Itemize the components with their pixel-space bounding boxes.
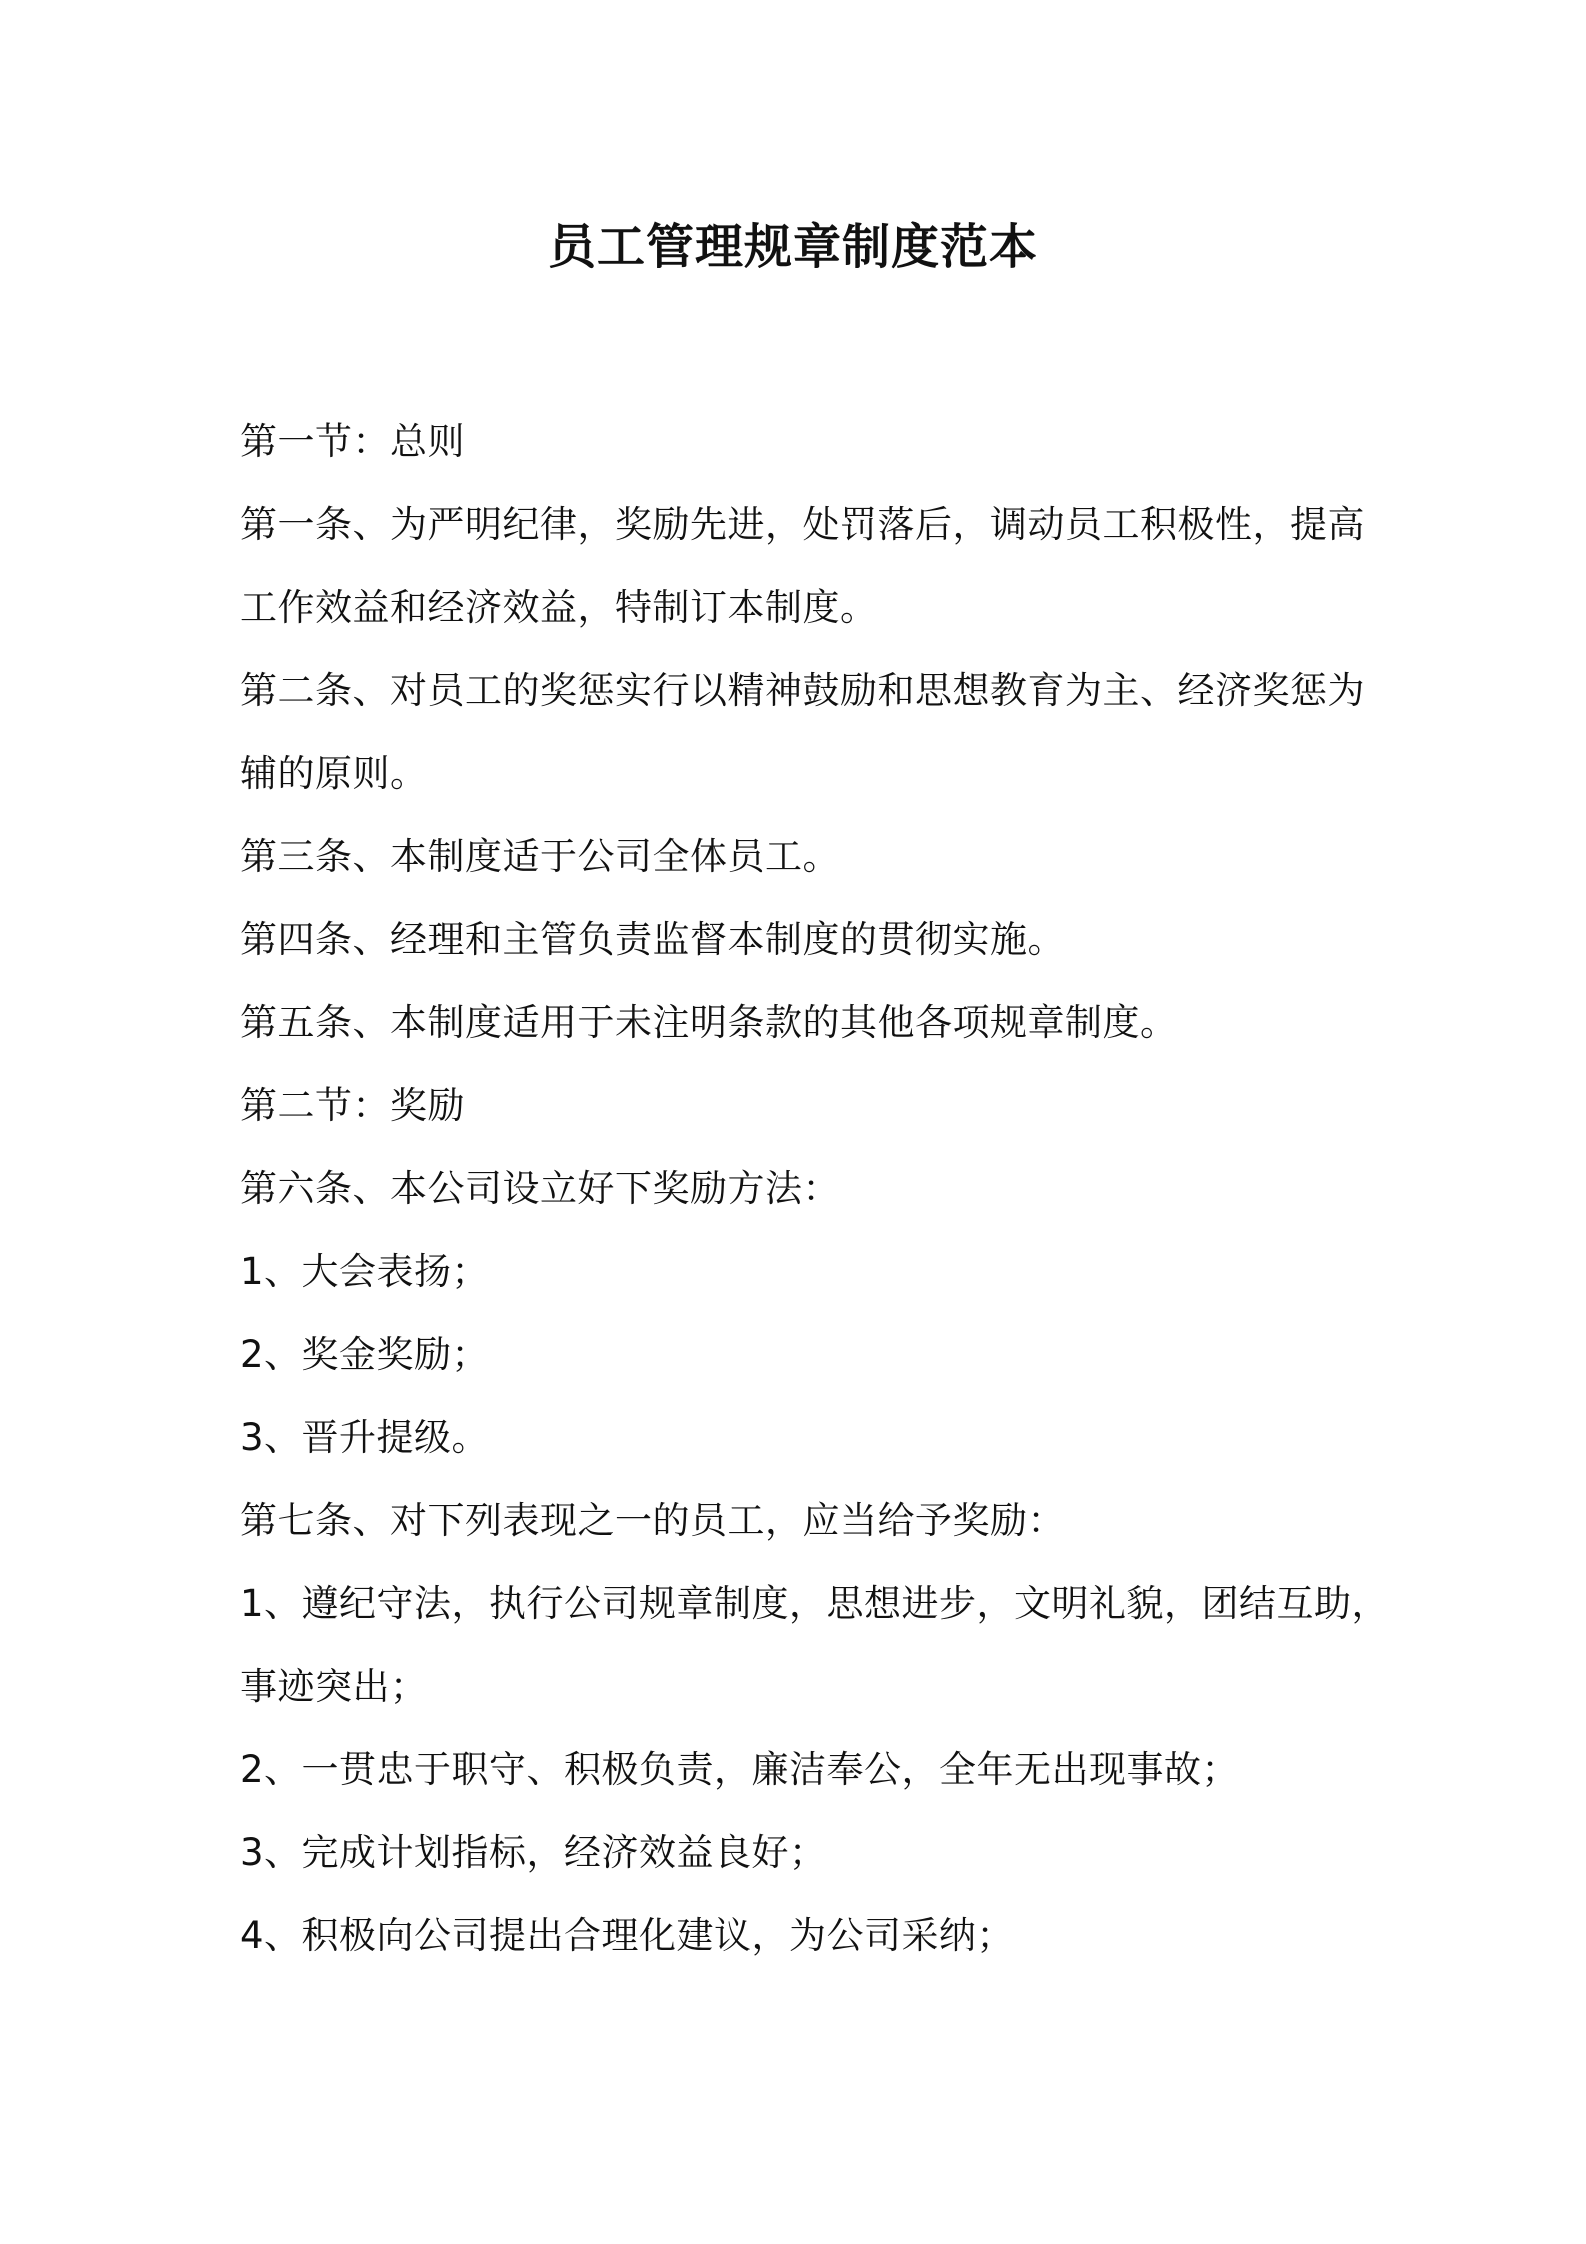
reward-criterion-1-line-1: 1、遵纪守法，执行公司规章制度，思想进步，文明礼貌，团结互助， bbox=[240, 1582, 1390, 1625]
article-6: 第六条、本公司设立好下奖励方法： bbox=[240, 1167, 840, 1210]
article-1-line-2: 工作效益和经济效益，特制订本制度。 bbox=[240, 586, 878, 629]
reward-method-2: 2、奖金奖励； bbox=[240, 1333, 490, 1376]
section-heading-general: 第一节：总则 bbox=[240, 420, 465, 463]
document-title: 员工管理规章制度范本 bbox=[547, 219, 1038, 275]
reward-criterion-2: 2、一贯忠于职守、积极负责，廉洁奉公，全年无出现事故； bbox=[240, 1748, 1240, 1791]
article-3: 第三条、本制度适于公司全体员工。 bbox=[240, 835, 840, 878]
document-body bbox=[240, 400, 1390, 1977]
reward-criterion-1-line-2: 事迹突出； bbox=[240, 1665, 428, 1708]
article-2-line-1: 第二条、对员工的奖惩实行以精神鼓励和思想教育为主、经济奖惩为 bbox=[240, 669, 1365, 712]
reward-method-3: 3、晋升提级。 bbox=[240, 1416, 490, 1459]
article-1-line-1: 第一条、为严明纪律，奖励先进，处罚落后，调动员工积极性，提高 bbox=[240, 503, 1365, 546]
reward-criterion-4: 4、积极向公司提出合理化建议，为公司采纳； bbox=[240, 1914, 1015, 1957]
section-heading-rewards: 第二节：奖励 bbox=[240, 1084, 465, 1127]
reward-criterion-3: 3、完成计划指标，经济效益良好； bbox=[240, 1831, 827, 1874]
article-2-line-2: 辅的原则。 bbox=[240, 752, 428, 795]
article-4: 第四条、经理和主管负责监督本制度的贯彻实施。 bbox=[240, 918, 1065, 961]
article-7: 第七条、对下列表现之一的员工，应当给予奖励： bbox=[240, 1499, 1065, 1542]
reward-method-1: 1、大会表扬； bbox=[240, 1250, 490, 1293]
article-5: 第五条、本制度适用于未注明条款的其他各项规章制度。 bbox=[240, 1001, 1178, 1044]
